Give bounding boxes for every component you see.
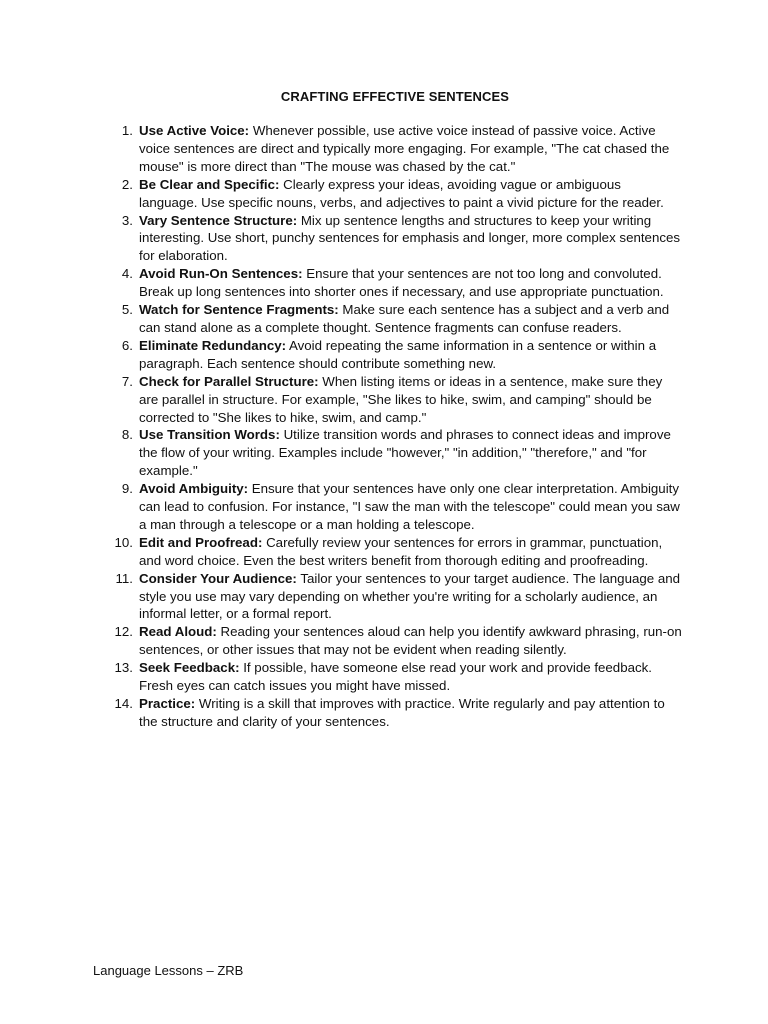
list-item <box>110 122 682 176</box>
item-heading: Practice: <box>139 696 196 711</box>
list-item <box>110 659 682 695</box>
tips-list <box>110 122 682 731</box>
page-footer: Language Lessons – ZRB <box>93 963 244 978</box>
item-text: Carefully review your sentences for errors in grammar, punctuation, and word choice. Even the best writers benefit from thorough editing and proofreading. <box>139 534 663 568</box>
list-item <box>110 426 682 480</box>
item-text: Whenever possible, use active voice instead of passive voice. Active voice sentences are direct and typically more engaging. For example, "The cat chased the mouse" is more direct than "The mouse was chased by the cat." <box>139 123 670 174</box>
item-number: 12. <box>114 624 133 640</box>
item-text: If possible, have someone else read your work and provide feedback. Fresh eyes can catch issues you might have missed. <box>139 660 652 694</box>
list-item <box>110 570 682 624</box>
item-text: Tailor your sentences to your target audience. The language and style you use may vary depending on whether you're writing for a scholarly audience, an informal letter, or a formal report. <box>139 570 681 622</box>
document-title: CRAFTING EFFECTIVE SENTENCES <box>280 89 510 104</box>
item-number: 8. <box>121 427 133 443</box>
item-heading: Consider Your Audience: <box>139 570 297 586</box>
list-item <box>110 373 682 427</box>
list-item <box>110 480 682 534</box>
item-heading: Vary Sentence Structure: <box>139 212 298 228</box>
item-heading: Check for Parallel Structure: <box>139 373 319 389</box>
list-item <box>110 265 682 301</box>
item-number: 5. <box>121 302 133 318</box>
item-text: Avoid repeating the same information in a sentence or within a paragraph. Each sentence should contribute something new. <box>139 337 657 371</box>
item-text: Writing is a skill that improves with practice. Write regularly and pay attention to the structure and clarity of your sentences. <box>139 696 665 729</box>
item-heading: Read Aloud: <box>139 624 217 640</box>
item-number: 2. <box>121 176 133 192</box>
item-text: Clearly express your ideas, avoiding vague or ambiguous language. Use specific nouns, verbs, and adjectives to paint a vivid picture for the reader. <box>139 176 664 210</box>
item-number: 6. <box>121 337 133 353</box>
item-text: Reading your sentences aloud can help you identify awkward phrasing, run-on sentences, or other issues that may not be evident when reading silently. <box>139 624 682 658</box>
item-heading: Be Clear and Specific: <box>139 176 280 192</box>
item-number: 7. <box>121 373 133 389</box>
item-number: 3. <box>121 212 133 228</box>
list-item <box>110 623 682 659</box>
item-number: 4. <box>121 266 133 282</box>
item-text: Ensure that your sentences are not too long and convoluted. Break up long sentences into shorter ones if necessary, and use appropriate punctuation. <box>139 266 664 300</box>
item-heading: Use Active Voice: <box>139 123 250 138</box>
item-number: 14. <box>114 696 133 711</box>
item-text: Mix up sentence lengths and structures to keep your writing interesting. Use short, punchy sentences for emphasis and longer, more complex sentences for elaboration. <box>139 212 681 264</box>
item-text: When listing items or ideas in a sentence, make sure they are parallel in structure. For example, "She likes to hike, swim, and camping" should be corrected to "She likes to hike, swim, and camp." <box>139 373 663 425</box>
item-text: Utilize transition words and phrases to connect ideas and improve the flow of your writing. Examples include "however," "in addition," "therefore," and "for example." <box>139 427 671 479</box>
list-item <box>110 534 682 570</box>
list-item <box>110 212 682 266</box>
item-text: Ensure that your sentences have only one clear interpretation. Ambiguity can lead to confusion. For instance, "I saw the man with the telescope" could mean you saw a man through a telescope or a man holding a telescope. <box>139 481 680 532</box>
list-item <box>110 337 682 373</box>
item-heading: Use Transition Words: <box>139 427 280 443</box>
list-item <box>110 301 682 337</box>
item-heading: Eliminate Redundancy: <box>139 337 287 353</box>
item-number: 1. <box>121 123 133 138</box>
item-number: 13. <box>114 660 133 676</box>
item-number: 10. <box>114 534 133 550</box>
item-heading: Watch for Sentence Fragments: <box>139 302 339 318</box>
list-item <box>110 695 682 731</box>
item-text: Make sure each sentence has a subject and a verb and can stand alone as a complete thought. Sentence fragments can confuse readers. <box>139 302 670 335</box>
item-heading: Seek Feedback: <box>139 660 240 676</box>
item-number: 11. <box>115 570 133 586</box>
item-heading: Avoid Ambiguity: <box>139 481 249 497</box>
list-item <box>110 176 682 212</box>
item-heading: Avoid Run-On Sentences: <box>139 266 303 282</box>
item-number: 9. <box>121 481 133 497</box>
item-heading: Edit and Proofread: <box>139 534 263 550</box>
